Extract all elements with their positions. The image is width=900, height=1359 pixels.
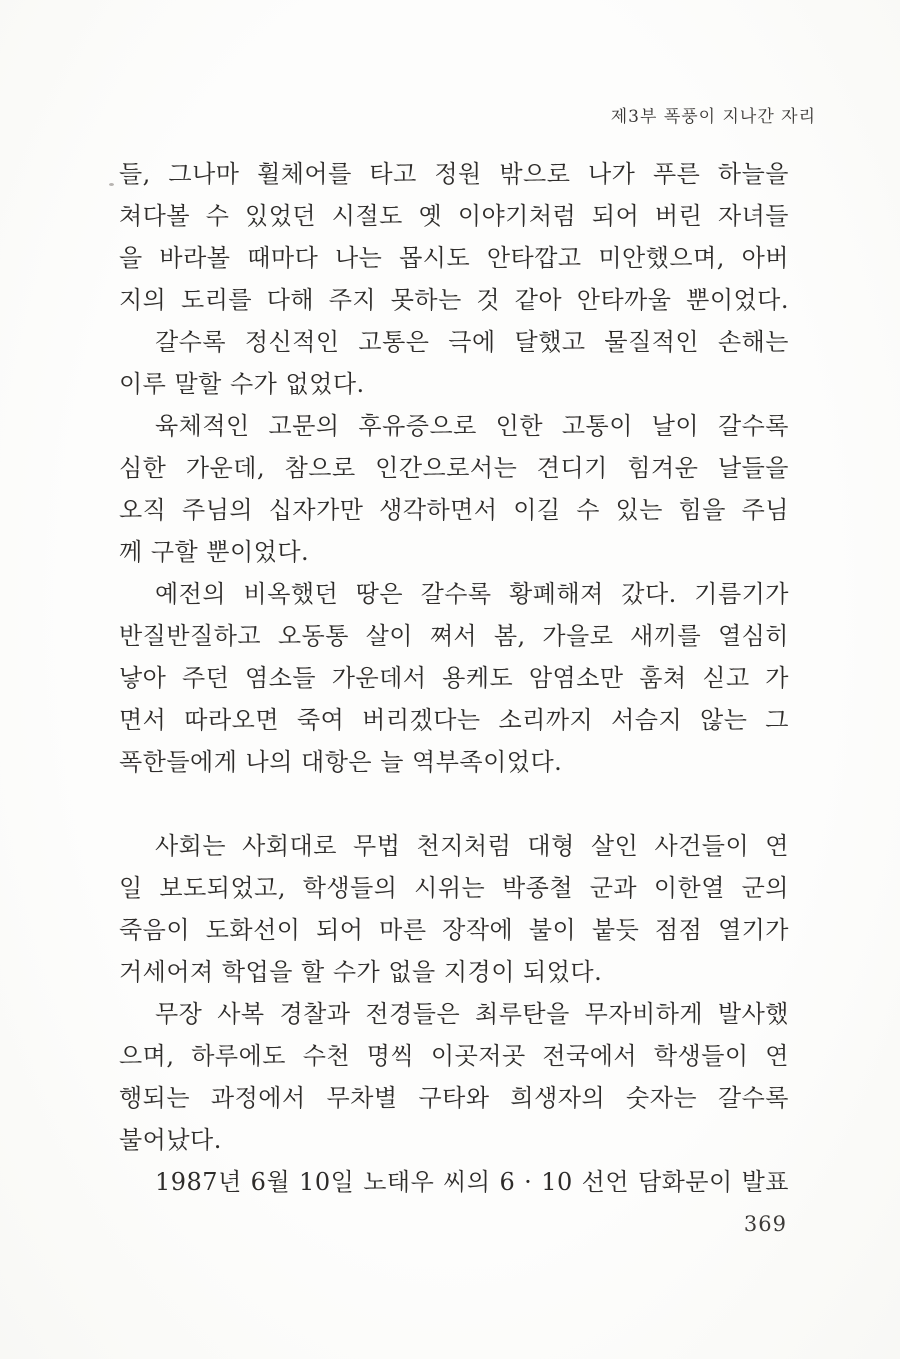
text-line: 을 바라볼 때마다 나는 몹시도 안타깝고 미안했으며, 아버 (119, 244, 789, 272)
text-line: 낳아 주던 염소들 가운데서 용케도 암염소만 훔쳐 싣고 가 (119, 664, 789, 692)
text-line: 불어났다. (119, 1126, 222, 1154)
scan-artifact-dot (109, 183, 114, 186)
text-line: 행되는 과정에서 무차별 구타와 희생자의 숫자는 갈수록 (119, 1084, 789, 1112)
text-line: 죽음이 도화선이 되어 마른 장작에 불이 붙듯 점점 열기가 (119, 916, 789, 944)
text-line: 들, 그나마 휠체어를 타고 정원 밖으로 나가 푸른 하늘을 (119, 160, 789, 188)
body-text (119, 153, 789, 1203)
text-line: 으며, 하루에도 수천 명씩 이곳저곳 전국에서 학생들이 연 (119, 1042, 789, 1070)
text-line: 쳐다볼 수 있었던 시절도 옛 이야기처럼 되어 버린 자녀들 (119, 202, 789, 230)
text-line: 1987년 6월 10일 노태우 씨의 6 · 10 선언 담화문이 발표 (155, 1168, 789, 1196)
text-line: 거세어져 학업을 할 수가 없을 지경이 되었다. (119, 958, 603, 986)
page-number: 369 (743, 1212, 787, 1236)
running-header: 제3부 폭풍이 지나간 자리 (610, 107, 816, 127)
text-line: 면서 따라오면 죽여 버리겠다는 소리까지 서슴지 않는 그 (119, 706, 789, 734)
text-line: 오직 주님의 십자가만 생각하면서 이길 수 있는 힘을 주님 (119, 496, 789, 524)
text-line: 갈수록 정신적인 고통은 극에 달했고 물질적인 손해는 (155, 328, 789, 356)
text-line: 심한 가운데, 참으로 인간으로서는 견디기 힘겨운 날들을 (119, 454, 789, 482)
text-line: 육체적인 고문의 후유증으로 인한 고통이 날이 갈수록 (155, 412, 789, 440)
text-line: 무장 사복 경찰과 전경들은 최루탄을 무자비하게 발사했 (155, 1000, 789, 1028)
text-line: 께 구할 뿐이었다. (119, 538, 310, 566)
text-line: 폭한들에게 나의 대항은 늘 역부족이었다. (119, 748, 563, 776)
text-line: 사회는 사회대로 무법 천지처럼 대형 살인 사건들이 연 (155, 832, 789, 860)
text-line: 일 보도되었고, 학생들의 시위는 박종철 군과 이한열 군의 (119, 874, 789, 902)
text-line: 반질반질하고 오동통 살이 쪄서 봄, 가을로 새끼를 열심히 (119, 622, 789, 650)
text-line: 이루 말할 수가 없었다. (119, 370, 365, 398)
text-line: 지의 도리를 다해 주지 못하는 것 같아 안타까울 뿐이었다. (119, 286, 789, 314)
text-line: 예전의 비옥했던 땅은 갈수록 황폐해져 갔다. 기름기가 (155, 580, 789, 608)
